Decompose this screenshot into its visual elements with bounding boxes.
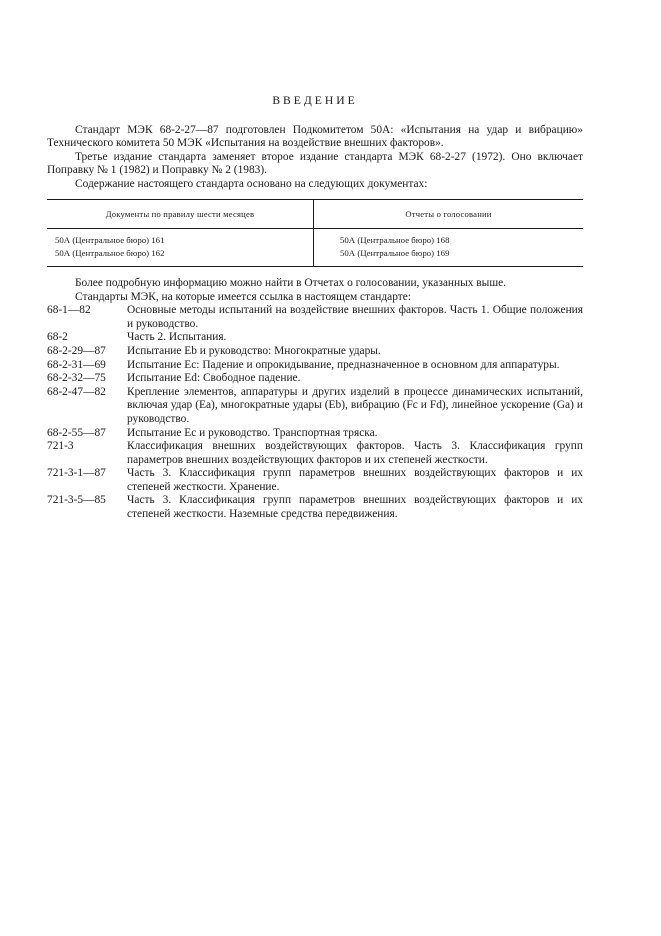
reference-code: 68-2-47—82 — [47, 385, 106, 398]
reference-code: 68-2 — [47, 331, 68, 344]
table-cell-votes — [314, 229, 583, 266]
reference-code: 68-2-29—87 — [47, 344, 106, 357]
intro-paragraph-1: Стандарт МЭК 68-2-27—87 подготовлен Подкомитетом 50А: «Испытания на удар и вибрацию» Технического комитета 50 МЭК «Испытания на воздействие внешних факторов». — [47, 123, 583, 150]
reference-text: Испытание Ec и руководство. Транспортная тряска. — [127, 426, 378, 439]
references-list — [47, 304, 583, 522]
references-intro: Стандарты МЭК, на которые имеется ссылка в настоящем стандарте: — [75, 290, 411, 303]
reference-code: 721-3 — [47, 440, 74, 453]
table-row: 50А (Центральное бюро) 168 — [340, 235, 450, 246]
reference-code: 68-1—82 — [47, 304, 91, 317]
table-header-documents: Документы по правилу шести месяцев — [47, 200, 314, 230]
documents-table — [47, 199, 583, 267]
table-cell-documents — [47, 229, 314, 266]
table-row: 50А (Центральное бюро) 161 — [55, 235, 165, 246]
reference-text: Крепление элементов, аппаратуры и других изделий в процессе динамических испытаний, включая удар (Ea), многократные удары (Eb), вибрацию (Fc и Fd), линейное ускорение (Ga) и руководство. — [127, 385, 583, 425]
intro-paragraph-2: Третье издание стандарта заменяет второе издание стандарта МЭК 68-2-27 (1972). Оно включает Поправку № 1 (1982) и Поправку № 2 (1983). — [47, 150, 583, 177]
reference-text: Испытание Ec: Падение и опрокидывание, предназначенное в основном для аппаратуры. — [127, 358, 560, 371]
reference-text: Испытание Ed: Свободное падение. — [127, 372, 301, 385]
intro-paragraph-3: Содержание настоящего стандарта основано на следующих документах: — [75, 177, 428, 190]
reference-code: 721-3-1—87 — [47, 467, 106, 480]
reference-code: 68-2-55—87 — [47, 426, 106, 439]
table-row: 50А (Центральное бюро) 169 — [340, 247, 450, 258]
reference-text: Часть 2. Испытания. — [127, 331, 227, 344]
page-title: ВВЕДЕНИЕ — [272, 94, 358, 107]
reference-text: Испытание Eb и руководство: Многократные удары. — [127, 344, 381, 357]
document-page — [47, 94, 583, 522]
reference-text: Классификация внешних воздействующих факторов. Часть 3. Классификация групп параметров внешних воздействующих факторов и их степеней жесткости. — [127, 440, 583, 466]
reference-text: Часть 3. Классификация групп параметров внешних воздействующих факторов и их степеней жесткости. Наземные средства передвижения. — [127, 494, 583, 521]
reference-code: 721-3-5—85 — [47, 494, 106, 507]
info-paragraph: Более подробную информацию можно найти в Отчетах о голосовании, указанных выше. — [75, 276, 506, 289]
reference-text: Часть 3. Классификация групп параметров внешних воздействующих факторов и их степеней жесткости. Хранение. — [127, 467, 583, 493]
table-header-votes: Отчеты о голосовании — [314, 200, 583, 230]
reference-text: Основные методы испытаний на воздействие внешних факторов. Часть 1. Общие положения и руководство. — [127, 304, 583, 330]
reference-code: 68-2-31—69 — [47, 358, 106, 371]
reference-code: 68-2-32—75 — [47, 372, 106, 385]
table-row: 50А (Центральное бюро) 162 — [55, 247, 165, 258]
